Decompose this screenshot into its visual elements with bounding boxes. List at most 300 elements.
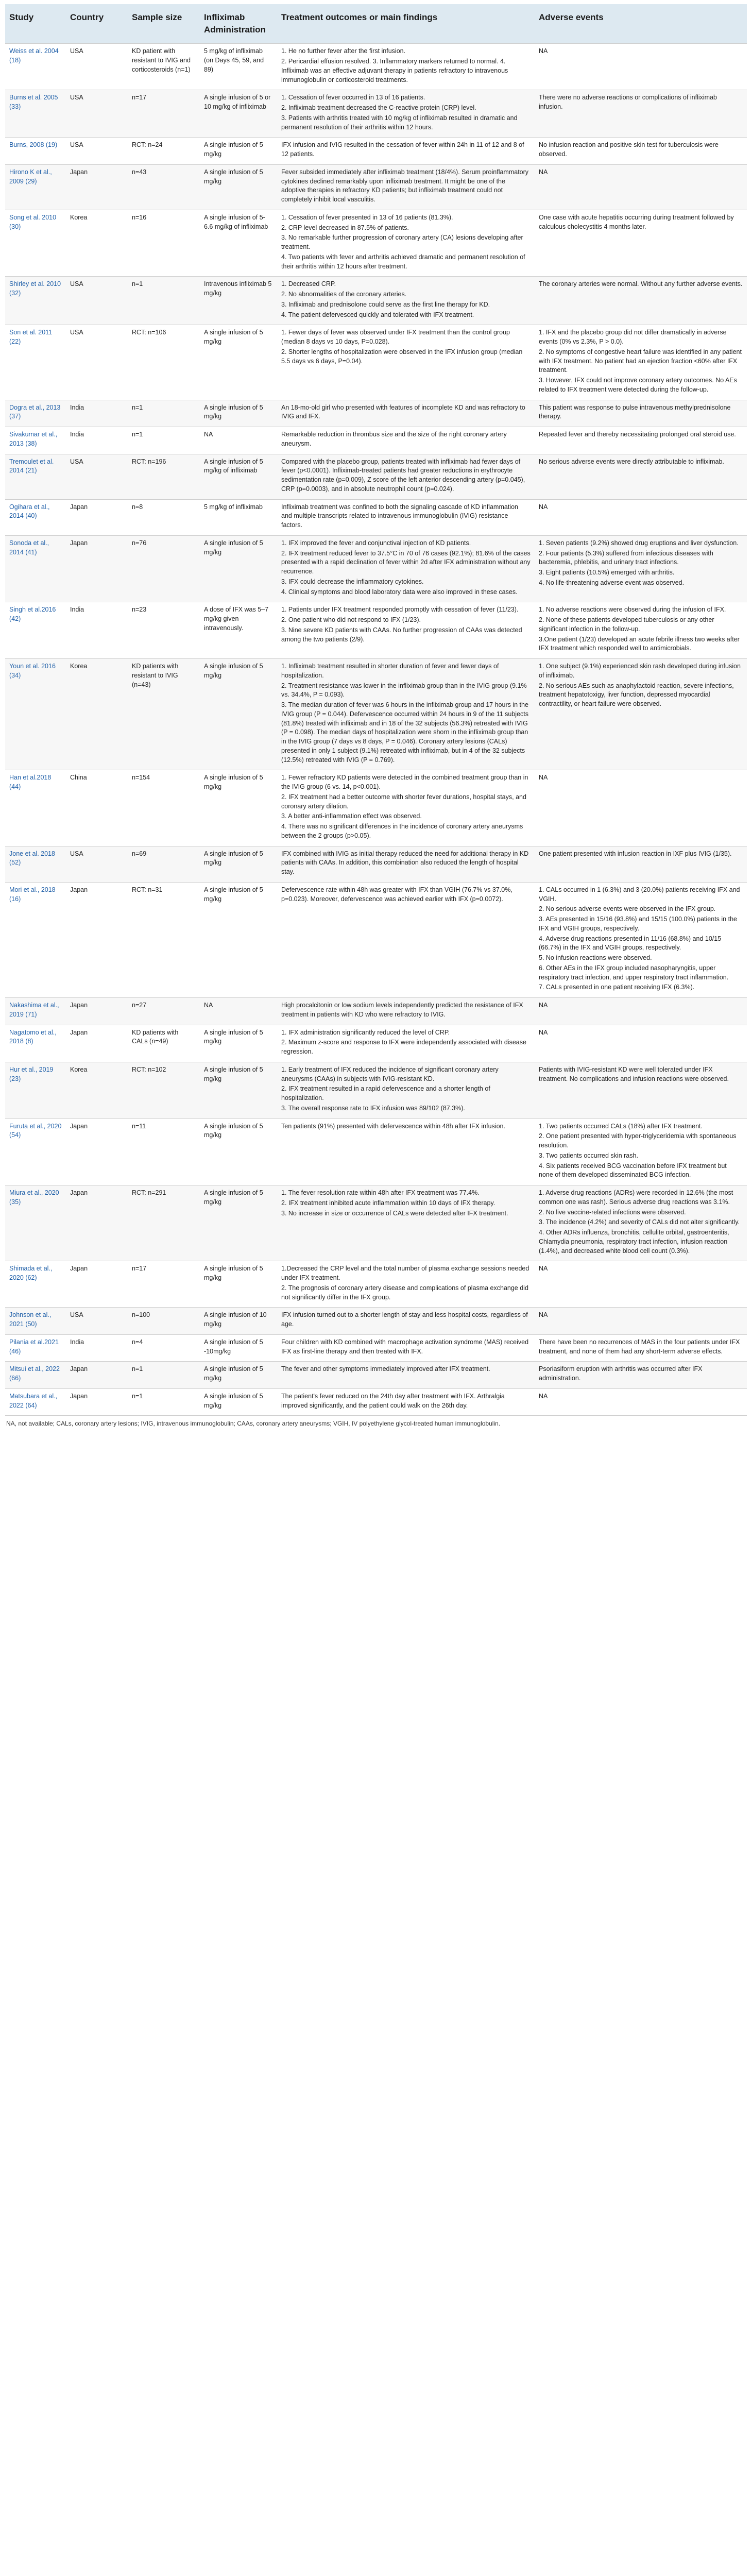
cell-study: Hirono K et al., 2009 (29) <box>5 164 66 210</box>
cell-findings-line: 1. Fewer days of fever was observed under IFX treatment than the control group (median 8 days vs 10 days, P=0.028). <box>281 329 510 345</box>
cell-study: Pilania et al.2021 (46) <box>5 1334 66 1362</box>
cell-adverse-events-line: 1. IFX and the placebo group did not differ dramatically in adverse events (0% vs 2.3%, P > 0.0). <box>539 329 727 345</box>
cell-country: USA <box>66 44 128 90</box>
table-header-row <box>5 4 747 44</box>
cell-administration: Intravenous infliximab 5 mg/kg <box>200 277 277 325</box>
cell-sample-size: n=1 <box>128 427 200 454</box>
cell-findings-line: 2. The prognosis of coronary artery disease and complications of plasma exchange did not significantly differ in the IFX group. <box>281 1284 528 1301</box>
cell-adverse-events-line: NA <box>539 1311 548 1319</box>
cell-adverse-events <box>535 138 747 165</box>
cell-adverse-events-line: 3. Eight patients (10.5%) emerged with arthritis. <box>539 569 675 576</box>
cell-study: Song et al. 2010 (30) <box>5 210 66 277</box>
table-row <box>5 138 747 165</box>
cell-findings-line: 3. Nine severe KD patients with CAAs. No further progression of CAAs was detected among the two patients (2/9). <box>281 626 522 643</box>
table-row <box>5 1388 747 1416</box>
cell-sample-size: n=8 <box>128 499 200 535</box>
cell-country: Japan <box>66 1261 128 1308</box>
table-body <box>5 44 747 1416</box>
cell-findings-line: 1. Decreased CRP. <box>281 280 336 288</box>
cell-findings <box>277 454 535 499</box>
cell-adverse-events-line: 6. Other AEs in the IFX group included nasopharyngitis, upper respiratory tract infection, and upper respiratory tract inflammation. <box>539 964 729 981</box>
cell-adverse-events <box>535 44 747 90</box>
cell-country: Japan <box>66 1185 128 1261</box>
cell-administration: A dose of IFX was 5–7 mg/kg given intravenously. <box>200 602 277 659</box>
cell-administration: A single infusion of 10 mg/kg <box>200 1308 277 1335</box>
cell-adverse-events-line: Psoriasiform eruption with arthritis was occurred after IFX administration. <box>539 1365 703 1382</box>
table-row <box>5 1118 747 1185</box>
cell-administration: A single infusion of 5 mg/kg <box>200 535 277 602</box>
cell-study: Mori et al., 2018 (16) <box>5 882 66 997</box>
cell-findings-line: The patient's fever reduced on the 24th day after treatment with IFX. Arthralgia improved significantly, and the patient could walk on the 26th day. <box>281 1392 505 1409</box>
cell-administration: A single infusion of 5 mg/kg <box>200 1185 277 1261</box>
cell-findings-line: 1. Cessation of fever presented in 13 of 16 patients (81.3%). <box>281 213 453 221</box>
table-footnote: NA, not available; CALs, coronary artery lesions; IVIG, intravenous immunoglobulin; CAAs, coronary artery aneurysms; VGIH, IV polyethylene glycol-treated human immunoglobulin. <box>6 1420 501 1428</box>
table-row <box>5 454 747 499</box>
cell-findings-line: Fever subsided immediately after infliximab treatment (18/4%). Serum proinflammatory cytokines declined remarkably upon infliximab treatment. It might be one of the adoptive therapies in refractory KD patients; but infliximab treatment could not completely inhibit local vasculitis. <box>281 168 529 203</box>
cell-country: Korea <box>66 210 128 277</box>
cell-sample-size: n=11 <box>128 1118 200 1185</box>
header-country: Country <box>66 4 128 44</box>
cell-administration: A single infusion of 5 mg/kg <box>200 882 277 997</box>
cell-adverse-events-line: NA <box>539 1392 548 1400</box>
cell-country: Japan <box>66 535 128 602</box>
header-treatment-outcomes: Treatment outcomes or main findings <box>277 4 535 44</box>
cell-adverse-events <box>535 325 747 400</box>
cell-country: Japan <box>66 1118 128 1185</box>
table-row <box>5 325 747 400</box>
cell-findings <box>277 1185 535 1261</box>
cell-country: USA <box>66 846 128 882</box>
cell-adverse-events-line: 3. The incidence (4.2%) and severity of CALs did not alter significantly. <box>539 1218 740 1226</box>
cell-adverse-events-line: 1. CALs occurred in 1 (6.3%) and 3 (20.0%) patients receiving IFX and VGIH. <box>539 886 740 903</box>
cell-findings-line: IFX infusion and IVIG resulted in the cessation of fever within 24h in 11 of 12 and 8 of 12 patients. <box>281 141 524 158</box>
cell-findings-line: 4. Two patients with fever and arthritis achieved dramatic and permanent resolution of their arthritis within 12 hours after treatment. <box>281 253 525 270</box>
cell-country: Japan <box>66 1025 128 1062</box>
cell-study: Son et al. 2011 (22) <box>5 325 66 400</box>
cell-study: Tremoulet et al. 2014 (21) <box>5 454 66 499</box>
header-study: Study <box>5 4 66 44</box>
cell-findings-line: 1. IFX administration significantly reduced the level of CRP. <box>281 1028 450 1036</box>
cell-administration: A single infusion of 5 mg/kg <box>200 1261 277 1308</box>
cell-administration: A single infusion of 5 mg/kg <box>200 138 277 165</box>
cell-adverse-events <box>535 1308 747 1335</box>
cell-findings-line: 3. No increase in size or occurrence of CALs were detected after IFX treatment. <box>281 1209 508 1217</box>
cell-adverse-events-line: 4. Adverse drug reactions presented in 11/16 (68.8%) and 10/15 (66.7%) in the IFX and VGIH groups, respectively. <box>539 935 722 952</box>
cell-adverse-events-line: One case with acute hepatitis occurring during treatment followed by calculous cholecystitis 4 months later. <box>539 213 734 230</box>
cell-country: USA <box>66 90 128 138</box>
cell-sample-size: RCT: n=196 <box>128 454 200 499</box>
cell-findings-line: Infliximab treatment was confined to both the signaling cascade of KD inflammation and multiple transcripts related to intravenous immunoglobulin (IVIG) resistance factors. <box>281 503 518 529</box>
cell-study: Miura et al., 2020 (35) <box>5 1185 66 1261</box>
cell-country: China <box>66 770 128 846</box>
cell-adverse-events <box>535 659 747 770</box>
table-row <box>5 535 747 602</box>
cell-study: Hur et al., 2019 (23) <box>5 1062 66 1118</box>
cell-findings-line: 2. Pericardial effusion resolved. 3. Inflammatory markers returned to normal. 4. Infliximab was an effective adjuvant therapy in patients refractory to intravenous immunoglobulin or corticosteroid treatments. <box>281 58 508 83</box>
cell-findings <box>277 602 535 659</box>
cell-findings-line: 2. Shorter lengths of hospitalization were observed in the IFX infusion group (median 5.5 days vs 6 days, P=0.04). <box>281 348 523 365</box>
cell-sample-size: n=1 <box>128 1362 200 1389</box>
table-row <box>5 770 747 846</box>
cell-findings-line: 1. Cessation of fever occurred in 13 of 16 patients. <box>281 94 425 101</box>
cell-findings-line: 1. Infliximab treatment resulted in shorter duration of fever and fewer days of hospitalization. <box>281 663 499 679</box>
cell-adverse-events <box>535 210 747 277</box>
cell-adverse-events-line: 2. Four patients (5.3%) suffered from infectious diseases with bacteremia, phlebitis, and urinary tract infections. <box>539 549 713 566</box>
cell-findings-line: An 18-mo-old girl who presented with features of incomplete KD and was refractory to IVIG and IFX. <box>281 403 525 420</box>
cell-administration: A single infusion of 5 mg/kg <box>200 1388 277 1416</box>
cell-administration: A single infusion of 5 mg/kg <box>200 1362 277 1389</box>
cell-findings-line: Defervescence rate within 48h was greater with IFX than VGIH (76.7% vs 37.0%, p=0.023). Moreover, defervescence was achieved earlier with IFX (p=0.0072). <box>281 886 512 903</box>
cell-adverse-events-line: There have been no recurrences of MAS in the four patients under IFX treatment, and none of them had any short-term adverse effects. <box>539 1338 740 1355</box>
cell-adverse-events <box>535 535 747 602</box>
cell-study: Weiss et al. 2004 (18) <box>5 44 66 90</box>
cell-findings <box>277 535 535 602</box>
cell-adverse-events <box>535 1025 747 1062</box>
cell-findings <box>277 210 535 277</box>
cell-findings <box>277 1118 535 1185</box>
cell-findings-line: 2. IFX treatment inhibited acute inflammation within 10 days of IFX therapy. <box>281 1199 495 1207</box>
cell-administration: A single infusion of 5 mg/kg <box>200 1062 277 1118</box>
table-row <box>5 164 747 210</box>
cell-adverse-events-line: Patients with IVIG-resistant KD were well tolerated under IFX treatment. No complications and infusion reactions were observed. <box>539 1065 729 1082</box>
cell-sample-size: n=16 <box>128 210 200 277</box>
cell-adverse-events-line: 3.One patient (1/23) developed an acute febrile illness two weeks after IFX treatment which responded well to antimicrobials. <box>539 635 740 652</box>
cell-findings <box>277 1308 535 1335</box>
cell-findings <box>277 659 535 770</box>
cell-country: USA <box>66 454 128 499</box>
cell-adverse-events-line: Repeated fever and thereby necessitating prolonged oral steroid use. <box>539 431 736 438</box>
cell-sample-size: RCT: n=291 <box>128 1185 200 1261</box>
cell-findings-line: 2. Treatment resistance was lower in the infliximab group than in the IVIG group (9.1% vs. 34.4%, P = 0.093). <box>281 682 527 699</box>
cell-findings-line: 2. CRP level decreased in 87.5% of patients. <box>281 224 409 231</box>
cell-study: Youn et al. 2016 (34) <box>5 659 66 770</box>
cell-adverse-events-line: 2. None of these patients developed tuberculosis or any other significant infection in the follow-up. <box>539 616 714 633</box>
cell-adverse-events <box>535 1334 747 1362</box>
table-row <box>5 1334 747 1362</box>
cell-adverse-events-line: One patient presented with infusion reaction in IXF plus IVIG (1/35). <box>539 850 732 857</box>
cell-findings-line: High procalcitonin or low sodium levels independently predicted the resistance of IFX treatment in patients with KD who were refractory to IVIG. <box>281 1002 523 1018</box>
cell-study: Shimada et al., 2020 (62) <box>5 1261 66 1308</box>
cell-administration: A single infusion of 5 mg/kg <box>200 659 277 770</box>
cell-findings-line: 2. Maximum z-score and response to IFX were independently associated with disease regression. <box>281 1039 526 1055</box>
cell-adverse-events <box>535 998 747 1025</box>
table-row <box>5 1062 747 1118</box>
table-row <box>5 1308 747 1335</box>
cell-findings <box>277 427 535 454</box>
cell-adverse-events-line: NA <box>539 503 548 511</box>
cell-sample-size: KD patients with CALs (n=49) <box>128 1025 200 1062</box>
cell-adverse-events <box>535 164 747 210</box>
cell-sample-size: RCT: n=24 <box>128 138 200 165</box>
cell-adverse-events-line: NA <box>539 1265 548 1273</box>
header-sample-size: Sample size <box>128 4 200 44</box>
cell-sample-size: RCT: n=106 <box>128 325 200 400</box>
cell-sample-size: n=154 <box>128 770 200 846</box>
cell-findings-line: 1. Early treatment of IFX reduced the incidence of significant coronary artery aneurysms (CAAs) in subjects with IVIG-resistant KD. <box>281 1065 499 1082</box>
cell-adverse-events-line: 7. CALs presented in one patient receiving IFX (6.3%). <box>539 984 695 991</box>
cell-adverse-events <box>535 1388 747 1416</box>
cell-findings <box>277 1062 535 1118</box>
table-row <box>5 1362 747 1389</box>
cell-administration: A single infusion of 5 mg/kg <box>200 1118 277 1185</box>
cell-findings-line: 1. He no further fever after the first infusion. <box>281 47 406 55</box>
cell-adverse-events-line: No infusion reaction and positive skin test for tuberculosis were observed. <box>539 141 719 158</box>
cell-administration: A single infusion of 5 or 10 mg/kg of infliximab <box>200 90 277 138</box>
cell-administration: 5 mg/kg of infliximab <box>200 499 277 535</box>
cell-findings-line: 4. Clinical symptoms and blood laboratory data were also improved in these cases. <box>281 588 518 596</box>
cell-findings <box>277 846 535 882</box>
cell-adverse-events <box>535 846 747 882</box>
cell-study: Mitsui et al., 2022 (66) <box>5 1362 66 1389</box>
cell-findings <box>277 90 535 138</box>
cell-country: Japan <box>66 882 128 997</box>
cell-adverse-events <box>535 770 747 846</box>
cell-adverse-events-line: 4. Other ADRs influenza, bronchitis, cellulite orbital, gastroenteritis, Chlamydia pneumonia, respiratory tract infection, infusion reaction (1.4%), and decreased white blood cell count (0.3%). <box>539 1229 729 1255</box>
cell-findings-line: 1. The fever resolution rate within 48h after IFX treatment was 77.4%. <box>281 1189 480 1196</box>
cell-findings-line: IFX combined with IVIG as initial therapy reduced the need for additional therapy in KD patients with CAAs. In addition, this combination also reduced the length of hospital stay. <box>281 850 529 875</box>
cell-findings <box>277 400 535 427</box>
cell-adverse-events <box>535 1118 747 1185</box>
cell-adverse-events-line: 4. Six patients received BCG vaccination before IFX treatment but none of them developed disseminated BCG infection. <box>539 1162 727 1179</box>
cell-country: India <box>66 1334 128 1362</box>
cell-country: Japan <box>66 998 128 1025</box>
cell-adverse-events <box>535 499 747 535</box>
cell-findings-line: 3. The overall response rate to IFX infusion was 89/102 (87.3%). <box>281 1104 465 1112</box>
cell-adverse-events <box>535 427 747 454</box>
cell-adverse-events-line: There were no adverse reactions or complications of infliximab infusion. <box>539 94 717 110</box>
cell-country: USA <box>66 1308 128 1335</box>
cell-sample-size: KD patients with resistant to IVIG (n=43) <box>128 659 200 770</box>
cell-findings-line: 4. There was no significant differences in the incidence of coronary artery aneurysms between the 2 groups (p>0.05). <box>281 823 523 839</box>
table-row <box>5 210 747 277</box>
header-adverse-events: Adverse events <box>535 4 747 44</box>
cell-adverse-events-line: NA <box>539 1002 548 1009</box>
cell-adverse-events-line: 1. No adverse reactions were observed during the infusion of IFX. <box>539 606 726 614</box>
cell-adverse-events-line: 5. No infusion reactions were observed. <box>539 954 652 961</box>
cell-country: India <box>66 427 128 454</box>
cell-adverse-events-line: 1. Seven patients (9.2%) showed drug eruptions and liver dysfunction. <box>539 539 739 547</box>
cell-adverse-events <box>535 1185 747 1261</box>
cell-findings <box>277 998 535 1025</box>
cell-study: Furuta et al., 2020 (54) <box>5 1118 66 1185</box>
cell-administration: A single infusion of 5 mg/kg <box>200 400 277 427</box>
cell-study: Shirley et al. 2010 (32) <box>5 277 66 325</box>
cell-study: Burns, 2008 (19) <box>5 138 66 165</box>
table-container <box>5 4 747 1431</box>
table-row <box>5 90 747 138</box>
cell-adverse-events-line: The coronary arteries were normal. Without any further adverse events. <box>539 280 743 288</box>
cell-country: Korea <box>66 1062 128 1118</box>
cell-findings <box>277 1388 535 1416</box>
cell-findings <box>277 882 535 997</box>
cell-administration: A single infusion of 5 mg/kg of infliximab <box>200 454 277 499</box>
cell-country: USA <box>66 277 128 325</box>
header-infliximab-administration: Infliximab Administration <box>200 4 277 44</box>
cell-sample-size: RCT: n=102 <box>128 1062 200 1118</box>
cell-adverse-events-line: NA <box>539 774 548 782</box>
cell-adverse-events-line: 1. Adverse drug reactions (ADRs) were recorded in 12.6% (the most common one was rash). Serious adverse drug reactions was 3.1%. <box>539 1189 733 1206</box>
cell-adverse-events-line: 3. Two patients occurred skin rash. <box>539 1151 638 1159</box>
cell-findings-line: 2. IFX treatment had a better outcome with shorter fever durations, hospital stays, and coronary artery dilation. <box>281 793 526 810</box>
cell-study: Dogra et al., 2013 (37) <box>5 400 66 427</box>
cell-findings <box>277 1362 535 1389</box>
cell-adverse-events <box>535 882 747 997</box>
cell-sample-size: n=76 <box>128 535 200 602</box>
cell-administration: A single infusion of 5 mg/kg <box>200 164 277 210</box>
cell-adverse-events-line: 3. AEs presented in 15/16 (93.8%) and 15/15 (100.0%) patients in the IFX and VGIH groups, respectively. <box>539 916 737 932</box>
table-row <box>5 1185 747 1261</box>
cell-adverse-events-line: NA <box>539 168 548 176</box>
cell-sample-size: n=27 <box>128 998 200 1025</box>
cell-administration: 5 mg/kg of infliximab (on Days 45, 59, and 89) <box>200 44 277 90</box>
cell-findings-line: 4. The patient defervesced quickly and tolerated with IFX treatment. <box>281 311 474 318</box>
cell-country: Korea <box>66 659 128 770</box>
cell-adverse-events <box>535 1062 747 1118</box>
cell-adverse-events-line: 2. One patient presented with hyper-triglyceridemia with spontaneous resolution. <box>539 1132 737 1149</box>
table-row <box>5 400 747 427</box>
cell-findings <box>277 138 535 165</box>
cell-findings-line: Ten patients (91%) presented with defervescence within 48h after IFX infusion. <box>281 1122 505 1130</box>
cell-study: Jone et al. 2018 (52) <box>5 846 66 882</box>
cell-findings-line: 1. IFX improved the fever and conjunctival injection of KD patients. <box>281 539 471 547</box>
cell-administration: A single infusion of 5-6.6 mg/kg of infliximab <box>200 210 277 277</box>
cell-country: Japan <box>66 499 128 535</box>
cell-administration: A single infusion of 5 mg/kg <box>200 770 277 846</box>
cell-adverse-events-line: NA <box>539 1028 548 1036</box>
cell-administration: A single infusion of 5 -10mg/kg <box>200 1334 277 1362</box>
cell-findings-line: 2. No abnormalities of the coronary arteries. <box>281 291 407 298</box>
cell-sample-size: KD patient with resistant to IVIG and corticosteroids (n=1) <box>128 44 200 90</box>
cell-findings-line: 2. Infliximab treatment decreased the C-reactive protein (CRP) level. <box>281 104 476 111</box>
cell-country: USA <box>66 325 128 400</box>
cell-adverse-events <box>535 1362 747 1389</box>
cell-study: Sonoda et al., 2014 (41) <box>5 535 66 602</box>
cell-findings <box>277 44 535 90</box>
table-row <box>5 499 747 535</box>
cell-findings <box>277 325 535 400</box>
cell-country: Japan <box>66 1388 128 1416</box>
cell-findings-line: The fever and other symptoms immediately improved after IFX treatment. <box>281 1365 490 1373</box>
cell-findings-line: 3. The median duration of fever was 6 hours in the infliximab group and 17 hours in the IVIG group (P = 0.044). Defervescence occurred within 24 hours in 9 of the 11 subjects (81.8%) treated with infliximab and in 18 of the 32 subjects (56.3%) retreated with IVIG (P = 0.098). The median days of hospitalization were shorn in the infliximab group than in the IVIG group (7 days vs 8 days, P = 0.046). Coronary artery lesions (CALs) presented in only 1 subject (9.1%) retreated with infliximab, but in 4 of the 32 subjects (12.5%) retreated with IVIG (P = 0.769). <box>281 701 529 764</box>
cell-findings-line: Compared with the placebo group, patients treated with infliximab had fewer days of fever (p<0.0001). Infliximab-treated patients had greater reductions in erythrocyte sedimentation rate (p=0.009), Z score of the left anterior descending artery (p=0.045), CRP (p=0.0003), and in absolute neutrophil count (p=0.024). <box>281 457 525 493</box>
cell-findings-line: 3. No remarkable further progression of coronary artery (CA) lesions developing after treatment. <box>281 234 523 250</box>
cell-administration: NA <box>200 427 277 454</box>
cell-country: India <box>66 400 128 427</box>
cell-adverse-events-line: 4. No life-threatening adverse event was observed. <box>539 579 685 586</box>
cell-adverse-events <box>535 1261 747 1308</box>
cell-study: Burns et al. 2005 (33) <box>5 90 66 138</box>
cell-findings <box>277 1261 535 1308</box>
cell-adverse-events <box>535 602 747 659</box>
cell-study: Nagatomo et al., 2018 (8) <box>5 1025 66 1062</box>
cell-findings-line: 2. One patient who did not respond to IFX (1/23). <box>281 616 421 623</box>
table-row <box>5 602 747 659</box>
cell-country: Japan <box>66 164 128 210</box>
cell-adverse-events-line: 2. No live vaccine-related infections were observed. <box>539 1208 686 1216</box>
table-row <box>5 1261 747 1308</box>
table-row <box>5 44 747 90</box>
cell-findings-line: 1. Patients under IFX treatment responded promptly with cessation of fever (11/23). <box>281 606 519 614</box>
cell-findings-line: IFX infusion turned out to a shorter length of stay and less hospital costs, regardless of age. <box>281 1311 528 1328</box>
cell-adverse-events-line: This patient was response to pulse intravenous methylprednisolone therapy. <box>539 403 731 420</box>
cell-findings-line: Four children with KD combined with macrophage activation syndrome (MAS) received IFX as first-line therapy and then treated with IFX. <box>281 1338 529 1355</box>
table-row <box>5 659 747 770</box>
cell-sample-size: n=1 <box>128 277 200 325</box>
cell-adverse-events-line: 3. However, IFX could not improve coronary artery outcomes. No AEs related to IFX treatment were detected during the follow-up. <box>539 377 737 393</box>
cell-adverse-events-line: 1. Two patients occurred CALs (18%) after IFX treatment. <box>539 1122 703 1130</box>
cell-findings-line: 3. Patients with arthritis treated with 10 mg/kg of infliximab resulted in dramatic and permanent resolution of their arthritis within 12 hours. <box>281 114 518 131</box>
cell-findings-line: Remarkable reduction in thrombus size and the size of the right coronary artery aneurysm. <box>281 431 507 447</box>
cell-administration: A single infusion of 5 mg/kg <box>200 846 277 882</box>
cell-findings-line: 3. A better anti-inflammation effect was observed. <box>281 812 422 820</box>
cell-adverse-events-line: 1. One subject (9.1%) experienced skin rash developed during infusion of infliximab. <box>539 663 741 679</box>
cell-findings-line: 3. Infliximab and prednisolone could serve as the first line therapy for KD. <box>281 300 490 308</box>
cell-study: Singh et al.2016 (42) <box>5 602 66 659</box>
table-row <box>5 998 747 1025</box>
cell-sample-size: n=17 <box>128 1261 200 1308</box>
cell-sample-size: n=4 <box>128 1334 200 1362</box>
table-row <box>5 846 747 882</box>
cell-sample-size: n=1 <box>128 400 200 427</box>
cell-findings <box>277 1025 535 1062</box>
cell-sample-size: n=1 <box>128 1388 200 1416</box>
cell-study: Nakashima et al., 2019 (71) <box>5 998 66 1025</box>
cell-findings <box>277 164 535 210</box>
table-row <box>5 427 747 454</box>
cell-administration: A single infusion of 5 mg/kg <box>200 1025 277 1062</box>
table-row <box>5 277 747 325</box>
cell-findings <box>277 770 535 846</box>
cell-sample-size: RCT: n=31 <box>128 882 200 997</box>
cell-administration: NA <box>200 998 277 1025</box>
cell-sample-size: n=69 <box>128 846 200 882</box>
cell-study: Han et al.2018 (44) <box>5 770 66 846</box>
cell-findings <box>277 1334 535 1362</box>
cell-sample-size: n=100 <box>128 1308 200 1335</box>
cell-sample-size: n=17 <box>128 90 200 138</box>
cell-adverse-events <box>535 400 747 427</box>
cell-findings <box>277 499 535 535</box>
cell-adverse-events-line: 2. No serious AEs such as anaphylactoid reaction, severe infections, treatment hepatotoxigy, liver function, depressed myocardial contractility, or heart failure were observed. <box>539 682 734 707</box>
cell-adverse-events-line: 2. No serious adverse events were observed in the IFX group. <box>539 905 716 913</box>
cell-adverse-events <box>535 277 747 325</box>
cell-adverse-events-line: NA <box>539 47 548 55</box>
cell-findings-line: 1.Decreased the CRP level and the total number of plasma exchange sessions needed under IFX treatment. <box>281 1265 529 1281</box>
cell-findings-line: 2. IFX treatment resulted in a rapid defervescence and a shorter length of hospitalization. <box>281 1085 490 1101</box>
table-row <box>5 1025 747 1062</box>
cell-study: Sivakumar et al., 2013 (38) <box>5 427 66 454</box>
cell-sample-size: n=23 <box>128 602 200 659</box>
studies-table <box>5 4 747 1416</box>
cell-findings-line: 1. Fewer refractory KD patients were detected in the combined treatment group than in the IVIG group (6 vs. 14, p<0.001). <box>281 774 528 790</box>
cell-findings-line: 3. IFX could decrease the inflammatory cytokines. <box>281 578 424 585</box>
cell-study: Matsubara et al., 2022 (64) <box>5 1388 66 1416</box>
cell-findings-line: 2. IFX treatment reduced fever to 37.5°C in 70 of 76 cases (92.1%); 81.6% of the cases presented with a rapid declination of fever within 2d after IFX administration without any recurrence. <box>281 549 531 575</box>
cell-findings <box>277 277 535 325</box>
table-row <box>5 882 747 997</box>
cell-adverse-events <box>535 90 747 138</box>
cell-adverse-events-line: 2. No symptoms of congestive heart failure was identified in any patient with IFX treatment. No patient had an ejection fraction <60% after IFX treatment. <box>539 348 742 374</box>
cell-sample-size: n=43 <box>128 164 200 210</box>
cell-adverse-events-line: No serious adverse events were directly attributable to infliximab. <box>539 457 724 465</box>
cell-country: USA <box>66 138 128 165</box>
cell-study: Johnson et al., 2021 (50) <box>5 1308 66 1335</box>
cell-administration: A single infusion of 5 mg/kg <box>200 325 277 400</box>
cell-study: Ogihara et al., 2014 (40) <box>5 499 66 535</box>
cell-adverse-events <box>535 454 747 499</box>
cell-country: India <box>66 602 128 659</box>
cell-country: Japan <box>66 1362 128 1389</box>
